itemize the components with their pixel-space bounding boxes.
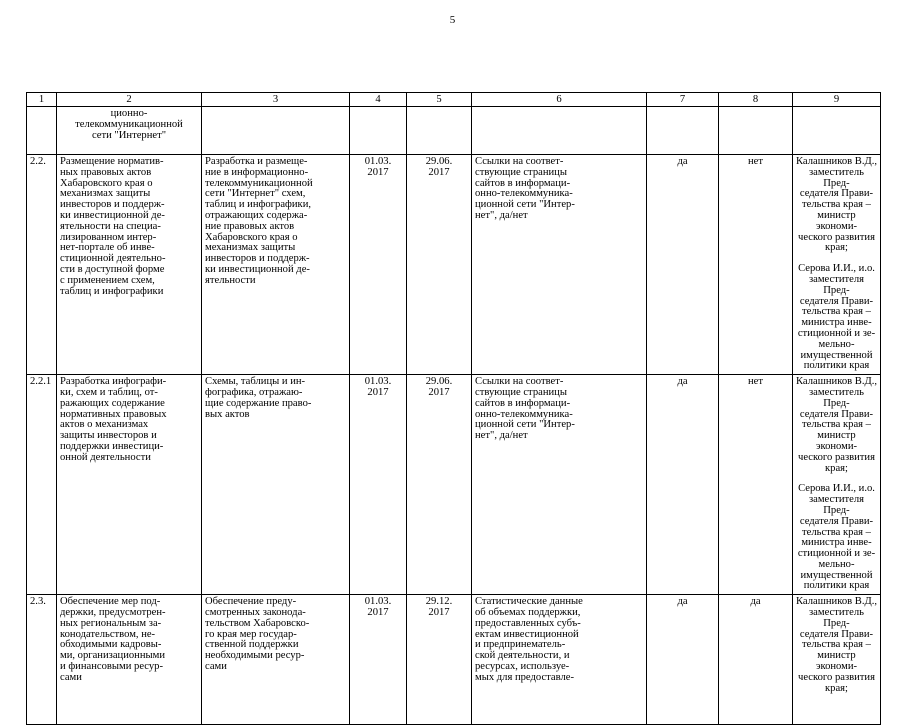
cell-line: министра инве-	[801, 317, 872, 329]
cell-line: заместитель Пред-	[808, 386, 864, 409]
header-cell: 3	[202, 93, 350, 107]
cell-line: ческого развития	[798, 671, 875, 683]
cell-line: края;	[825, 242, 848, 254]
flag-cell: да	[647, 155, 719, 375]
cell-line: смотренных законода-	[205, 607, 306, 619]
cell-line: ектам инвестиционной	[475, 628, 579, 640]
cell-line: держки, предусмотрен-	[60, 607, 166, 619]
cell-line: 01.03.	[364, 376, 392, 388]
cell-line: тельством Хабаровско-	[205, 617, 310, 629]
cell-line: заместитель Пред-	[808, 166, 864, 189]
cell-line: тельства края –	[802, 306, 871, 318]
cell-line: 01.03.	[364, 156, 392, 167]
cell-line: 2017	[428, 166, 450, 178]
cell-line: защиты инвесторов и	[60, 430, 157, 442]
cell-line: политики края	[803, 360, 870, 372]
start-date-cell	[350, 155, 407, 375]
header-cell: 8	[719, 93, 793, 107]
cell-line: политики края	[803, 580, 870, 592]
cell-line: предоставленных субъ-	[475, 617, 581, 629]
cell-line: таблиц и инфографики,	[205, 199, 312, 211]
cell-line: сайтов в информаци-	[475, 177, 571, 189]
cell-line: Ссылки на соответ-	[475, 156, 564, 167]
responsible-cell	[793, 375, 881, 595]
cell-line: 2017	[367, 607, 389, 619]
cell-line: ки инвестиционной де-	[60, 209, 165, 221]
cell-line: ственной поддержки	[205, 639, 299, 651]
event-cell	[202, 155, 350, 375]
cell-line: стиционной деятельно-	[60, 253, 166, 265]
cell-line: седателя Прави-	[799, 295, 874, 307]
cell-line: 01.03.	[364, 596, 392, 608]
cell-line: лизированном интер-	[60, 231, 157, 243]
cell-line: Калашников В.Д.,	[796, 596, 877, 608]
flag-cell: нет	[719, 375, 793, 595]
row-number: 2.3.	[27, 595, 57, 725]
cell-line: Калашников В.Д.,	[796, 156, 877, 167]
cell-line: и финансовыми ресур-	[60, 661, 163, 673]
cell-line: ческого развития	[798, 231, 875, 243]
cell-line: онно-телекоммуника-	[475, 408, 573, 420]
cell-line: заместителя Пред-	[808, 273, 865, 296]
end-date-cell	[407, 155, 472, 375]
cell-line: 29.12.	[425, 596, 453, 608]
cell-line: министр экономи-	[815, 650, 858, 673]
cell-line: Обеспечение преду-	[205, 596, 297, 608]
cell-line: края;	[825, 462, 848, 474]
cell-line: телекоммуникационной	[205, 177, 313, 189]
cell-line: имущественной	[800, 349, 873, 361]
cell-line: фографика, отражаю-	[205, 386, 303, 398]
table-row	[27, 595, 881, 725]
cell-line: Серова И.И., и.о.	[798, 263, 875, 275]
cell-line: вых актов	[205, 408, 250, 420]
cell-line: тельства края –	[802, 199, 871, 211]
measures-table	[26, 92, 881, 725]
cell-line: 2017	[367, 386, 389, 398]
cell-line: Размещение норматив-	[60, 156, 164, 167]
cell-line: седателя Прави-	[799, 408, 874, 420]
cell-line: ческого развития	[798, 451, 875, 463]
cell-line: актов о механизмах	[60, 419, 149, 431]
cell-line: телекоммуникационной	[75, 118, 183, 130]
cell-line: седателя Прави-	[799, 188, 874, 200]
cell-line: ки, схем и таблиц, от-	[60, 386, 158, 398]
cell-line: онной деятельности	[60, 451, 151, 463]
cell-line: 2017	[428, 386, 450, 398]
table-header-row	[27, 93, 881, 107]
table-row	[27, 155, 881, 375]
cell-line: стиционной и зе-	[797, 548, 876, 560]
header-cell: 2	[57, 93, 202, 107]
cell-line: необходимыми ресур-	[205, 650, 305, 662]
end-date-cell	[407, 375, 472, 595]
responsible-b	[796, 264, 877, 372]
flag-cell: нет	[719, 155, 793, 375]
indicator-cell	[472, 595, 647, 725]
cell-line: тельства края –	[802, 639, 871, 651]
cell-line: Обеспечение мер под-	[60, 596, 161, 608]
cell-line: об объемах поддержки,	[475, 607, 581, 619]
cell-line: щие содержание право-	[205, 397, 312, 409]
cell-line: ражающих содержание	[60, 397, 165, 409]
flag-cell: да	[719, 595, 793, 725]
flag-cell: да	[647, 595, 719, 725]
cell-line: ционно-	[110, 108, 148, 119]
cell-line: министр экономи-	[815, 430, 858, 452]
cell-line: ятельности	[205, 274, 256, 286]
header-cell: 9	[793, 93, 881, 107]
header-cell: 4	[350, 93, 407, 107]
cell-line: сти в доступной форме	[60, 263, 165, 275]
cell-line: Схемы, таблицы и ин-	[205, 376, 306, 388]
cell-line: ресурсах, используе-	[475, 661, 570, 673]
header-cell: 1	[27, 93, 57, 107]
cell-line: сами	[205, 661, 227, 673]
header-cell: 5	[407, 93, 472, 107]
indicator-cell	[472, 155, 647, 375]
cell-line: обходимыми кадровы-	[60, 639, 162, 651]
start-date-cell	[350, 595, 407, 725]
cell-line: сети "Интернет" схем,	[205, 188, 306, 200]
cell-line: сети "Интернет"	[91, 129, 167, 141]
cell-line: Разработка инфографи-	[60, 376, 167, 388]
responsible-cell	[793, 155, 881, 375]
cell-line: ных правовых актов	[60, 166, 152, 178]
cell-line: го края мер государ-	[205, 628, 297, 640]
cell-line: мельно-	[818, 338, 855, 350]
cell-line: ствующие страницы	[475, 386, 567, 398]
responsible-a	[796, 597, 877, 694]
cell-line: тельства края –	[802, 419, 871, 431]
cell-line: механизмах защиты	[60, 188, 151, 200]
cell-line: поддержки инвестици-	[60, 440, 164, 452]
measure-name-cell	[57, 595, 202, 725]
cell-line: заместитель Пред-	[808, 607, 864, 629]
cell-line: седателя Прави-	[799, 628, 874, 640]
cell-line: Хабаровского края о	[60, 177, 153, 189]
table-row	[27, 375, 881, 595]
cell-line: стиционной и зе-	[797, 327, 876, 339]
row-number: 2.2.	[27, 155, 57, 375]
cell-line: мых для предоставле-	[475, 671, 574, 683]
row-number: 2.2.1	[27, 375, 57, 595]
cell-line: 2017	[367, 166, 389, 178]
cell-line: тельства края –	[802, 526, 871, 538]
cell-line: ствующие страницы	[475, 166, 567, 178]
cell-line: имущественной	[800, 569, 873, 581]
cell-line: конодательством, не-	[60, 628, 156, 640]
continuation-row	[27, 107, 881, 155]
responsible-a	[796, 377, 877, 474]
cell-line: инвесторов и поддерж-	[60, 199, 165, 211]
indicator-cell	[472, 375, 647, 595]
cell-line: нет-портале об инве-	[60, 242, 155, 254]
event-cell	[202, 375, 350, 595]
cell-line: 29.06.	[425, 376, 453, 388]
event-cell	[202, 595, 350, 725]
cell-line: нормативных правовых	[60, 408, 167, 420]
cell-line: Калашников В.Д.,	[796, 376, 877, 388]
responsible-a	[796, 157, 877, 254]
cell-line: механизмах защиты	[205, 242, 296, 254]
cell-line: Разработка и размеще-	[205, 156, 308, 167]
cell-line: мельно-	[818, 558, 855, 570]
flag-cell: да	[647, 375, 719, 595]
cell-line: ки инвестиционной де-	[205, 263, 310, 275]
cell-line: и предпринематель-	[475, 639, 566, 651]
cell-line: 29.06.	[425, 156, 453, 167]
responsible-b	[796, 484, 877, 592]
cell-line: седателя Прави-	[799, 515, 874, 527]
cell-line: нет", да/нет	[475, 430, 528, 442]
cell-line: нет", да/нет	[475, 209, 528, 221]
cell-line: министр экономи-	[815, 209, 858, 232]
cell-line: онно-телекоммуника-	[475, 188, 573, 200]
end-date-cell	[407, 595, 472, 725]
cell-line: инвесторов и поддерж-	[205, 253, 310, 265]
responsible-cell	[793, 595, 881, 725]
measure-name-cell	[57, 375, 202, 595]
cell-line: ционной сети "Интер-	[475, 419, 575, 431]
cell-line: ятельности на специа-	[60, 220, 161, 232]
cell-line: таблиц и инфографики	[60, 285, 164, 297]
cell-line: Хабаровского края о	[205, 231, 298, 243]
cell-line: Статистические данные	[475, 596, 583, 608]
start-date-cell	[350, 375, 407, 595]
cell-line: сами	[60, 671, 82, 683]
cell-line: ных региональным за-	[60, 617, 162, 629]
cell-line: отражающих содержа-	[205, 209, 308, 221]
cell-line: края;	[825, 682, 848, 694]
cell-line: Серова И.И., и.о.	[798, 483, 875, 495]
cell-line: Ссылки на соответ-	[475, 376, 564, 388]
page-number: 5	[449, 14, 456, 26]
cell-line: ской деятельности, и	[475, 650, 570, 662]
cell-line: ми, организационными	[60, 650, 166, 662]
continuation-cell	[57, 107, 202, 155]
header-cell: 6	[472, 93, 647, 107]
cell-line: ние правовых актов	[205, 220, 295, 232]
cell-line: с применением схем,	[60, 274, 155, 286]
cell-line: ционной сети "Интер-	[475, 199, 575, 211]
measure-name-cell	[57, 155, 202, 375]
cell-line: 2017	[428, 607, 450, 619]
cell-line: сайтов в информаци-	[475, 397, 571, 409]
cell-line: министра инве-	[801, 537, 872, 549]
cell-line: ние в информационно-	[205, 166, 309, 178]
cell-line: заместителя Пред-	[808, 494, 865, 516]
header-cell: 7	[647, 93, 719, 107]
